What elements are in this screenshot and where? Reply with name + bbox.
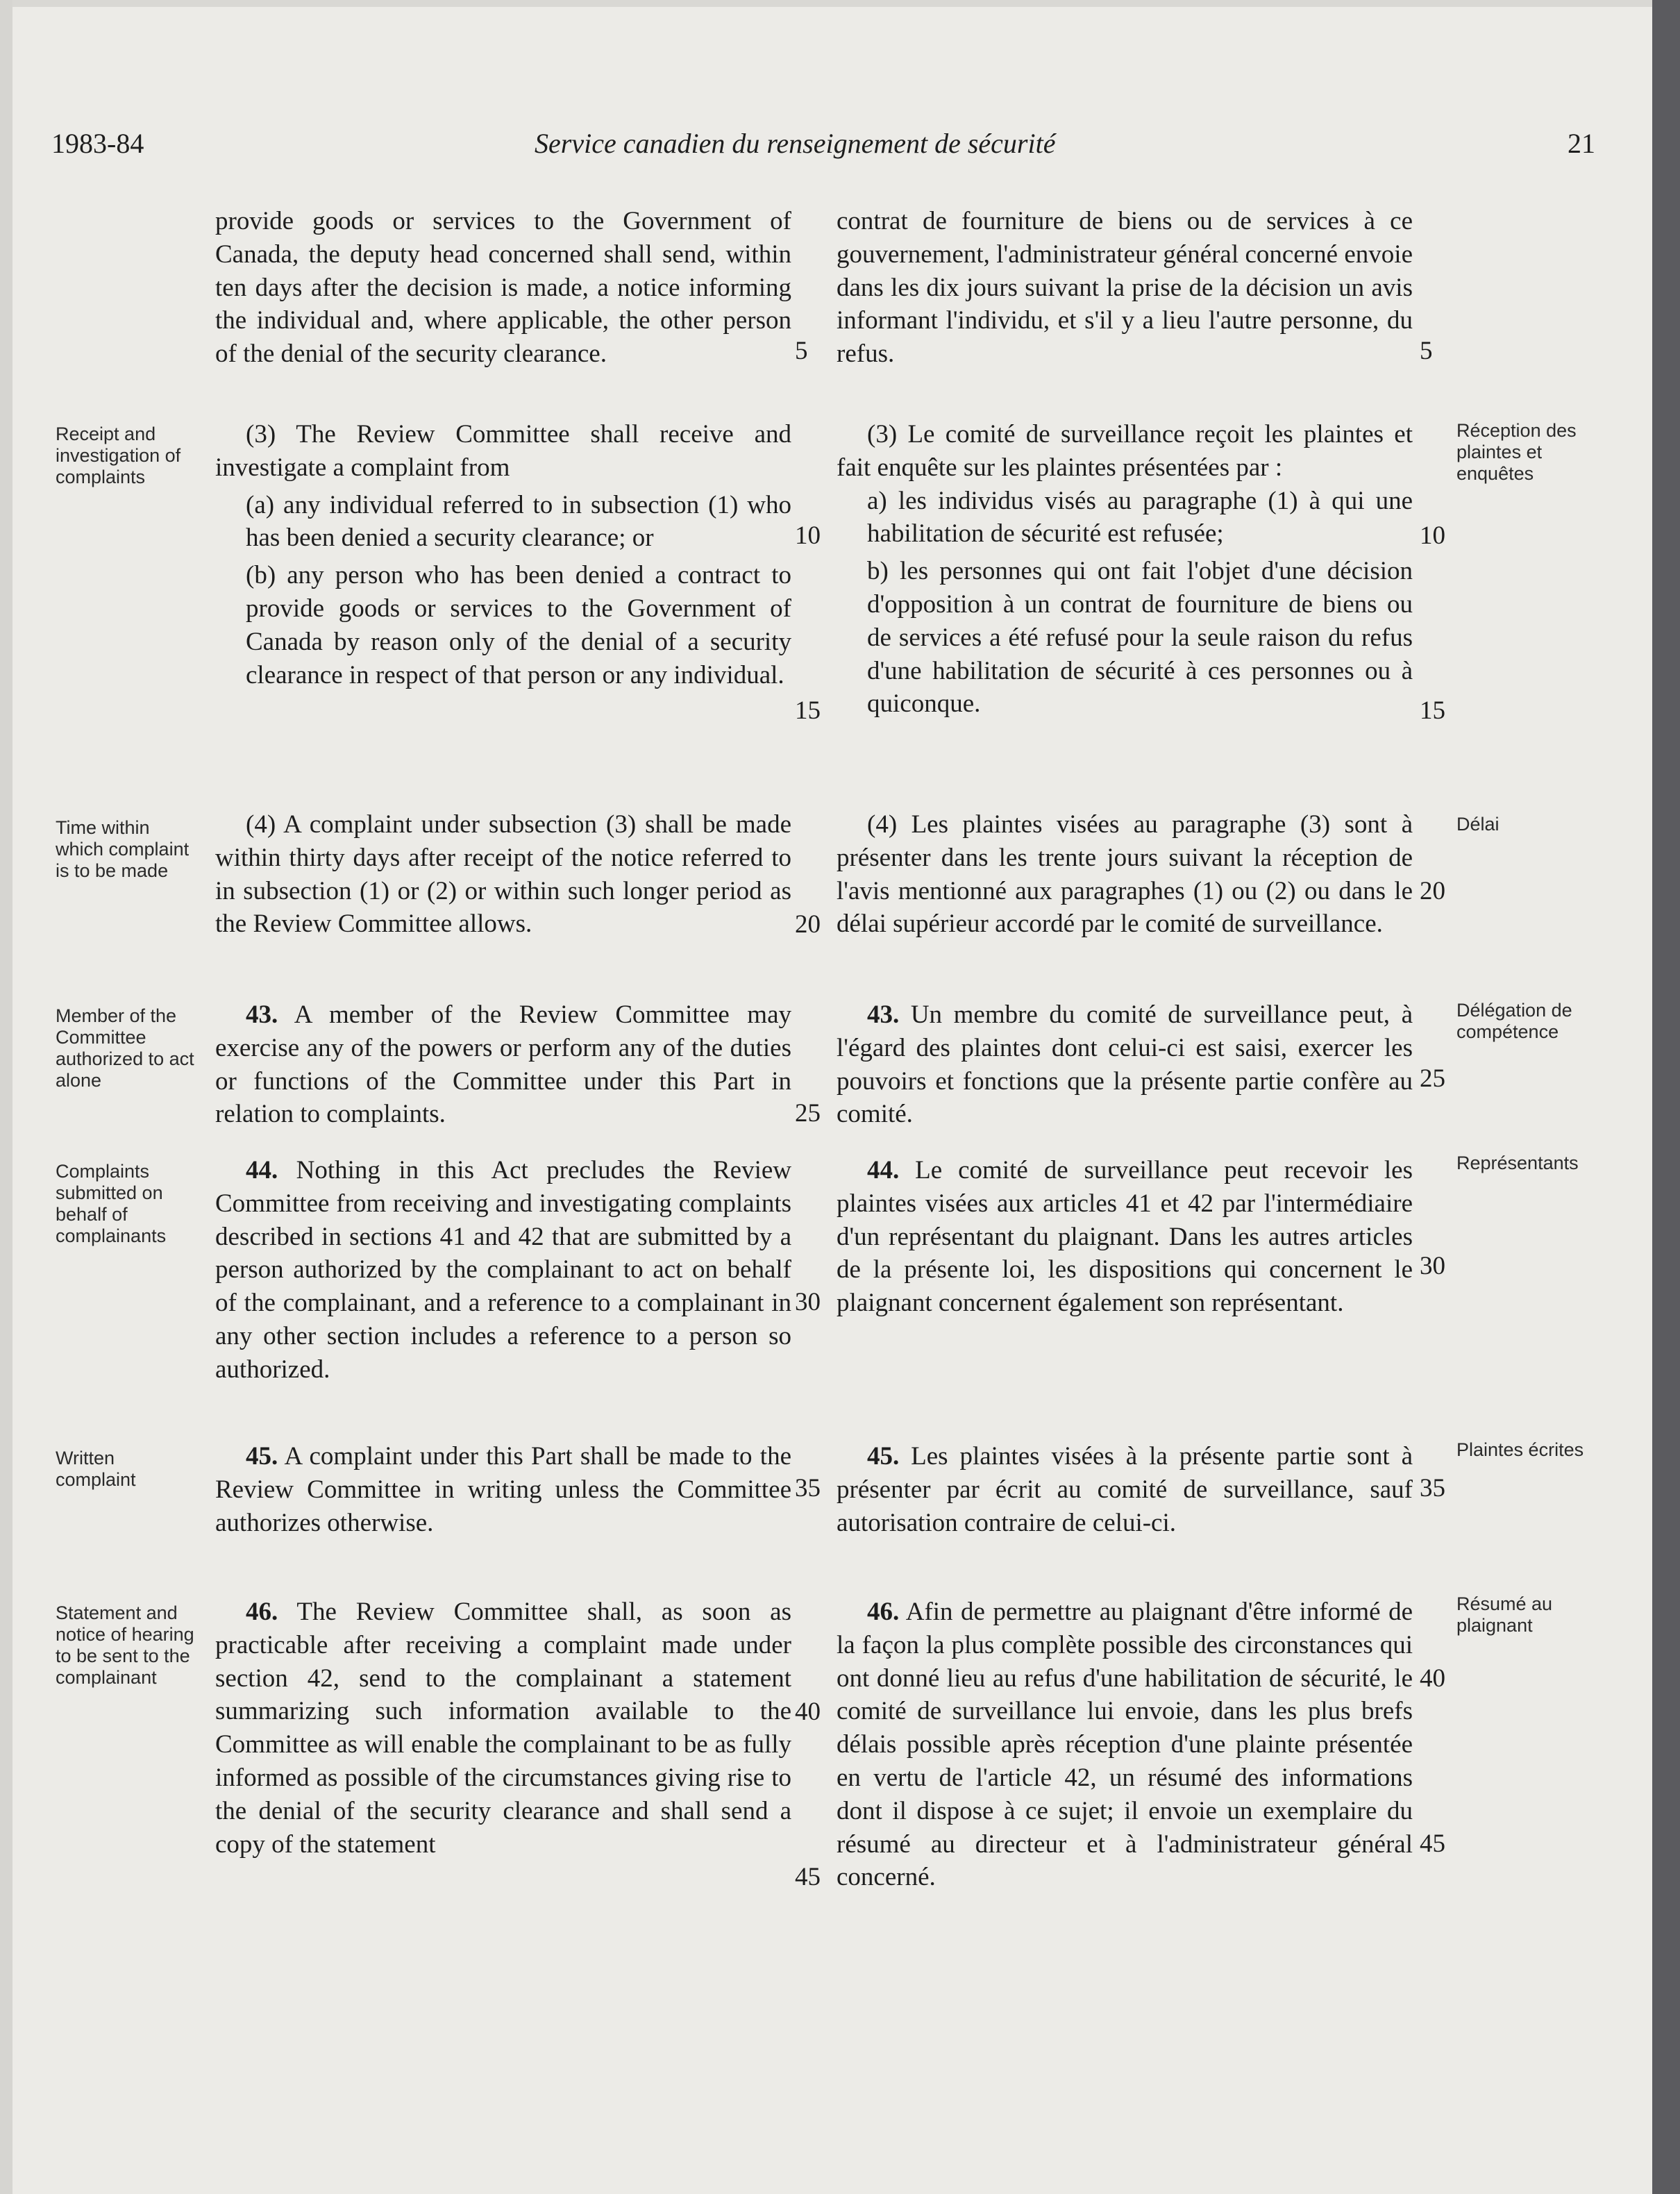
margin-note-fr: Plaintes écrites	[1456, 1439, 1584, 1460]
header-year: 1983-84	[51, 128, 144, 159]
margin-note-fr: Résumé au plaignant	[1456, 1593, 1553, 1636]
section-43-en	[215, 998, 791, 1131]
line-number-center: 20	[795, 910, 821, 939]
section-45-fr	[837, 1440, 1413, 1539]
line-number-right: 10	[1420, 521, 1445, 550]
paragraph-text: The Review Committee shall, as soon as practicable after receiving a complaint made under section 42, send to the complainant a statement summarizing such information available to the Committee as will enable the complainant to be as fully informed as possible of the circumstances giving rise to the denial of the security clearance and shall send a copy of the statement	[215, 1598, 791, 1859]
margin-note-en: Member of the Committee authorized to act alone	[56, 1005, 194, 1091]
line-number-center: 5	[795, 337, 808, 365]
line-number-right: 20	[1420, 877, 1445, 905]
margin-note-en: Statement and notice of hearing to be sent to the complainant	[56, 1602, 194, 1688]
line-number-center: 40	[795, 1698, 821, 1726]
line-number-right: 35	[1420, 1474, 1445, 1502]
paragraph-text: (3) The Review Committee shall receive and investigate a complaint from	[215, 420, 791, 482]
paragraph-text: Le comité de surveillance peut recevoir les plaintes visées aux articles 41 et 42 par l'intermédiaire d'un représentant du plaignant. Dans les autres articles de la présente loi, les dispositions qui concernent le plaignant concernent également son représentant.	[837, 1156, 1413, 1318]
line-number-center: 35	[795, 1474, 821, 1502]
section-number: 46.	[246, 1598, 278, 1626]
paragraph-text: (4) A complaint under subsection (3) shall be made within thirty days after receipt of the notice referred to in subsection (1) or (2) or within such longer period as the Review Committee allows.	[215, 810, 791, 939]
section-number: 45.	[867, 1442, 900, 1471]
page-number: 21	[1568, 128, 1595, 159]
section-46-fr	[837, 1596, 1413, 1894]
section-number: 44.	[246, 1156, 278, 1184]
intro-en-text: provide goods or services to the Government of Canada, the deputy head concerned shall send, within ten days after the decision is made, a notice informing the individual and, where applicable, the other person of the denial of the security clearance.	[215, 207, 791, 369]
section-number: 45.	[246, 1442, 278, 1471]
intro-fr	[837, 205, 1413, 371]
margin-note-fr: Délai	[1456, 814, 1500, 835]
paragraph-text: A member of the Review Committee may exercise any of the powers or perform any of the duties or functions of the Committee under this Part in relation to complaints.	[215, 1000, 791, 1129]
scan-edge-right	[1652, 0, 1680, 2194]
section-42-3-en	[215, 418, 791, 692]
subparagraph-a: (a) any individual referred to in subsection (1) who has been denied a security clearance; or	[246, 490, 791, 553]
section-43-fr	[837, 998, 1413, 1131]
line-number-center: 25	[795, 1099, 821, 1128]
section-number: 43.	[867, 1000, 900, 1029]
line-number-right: 30	[1420, 1252, 1445, 1280]
intro-fr-text: contrat de fourniture de biens ou de services à ce gouvernement, l'administrateur général concerné envoie dans les dix jours suivant la prise de la décision un avis informant l'individu, et s'il y a lieu l'autre personne, du refus.	[837, 207, 1413, 369]
line-number-center: 10	[795, 521, 821, 550]
paragraph-text: A complaint under this Part shall be made to the Review Committee in writing unless the Committee authorizes otherwise.	[215, 1442, 792, 1537]
line-number-center: 30	[795, 1288, 821, 1316]
running-title: Service canadien du renseignement de sécurité	[535, 128, 1056, 159]
section-42-3-fr	[837, 418, 1413, 721]
line-number-center: 45	[795, 1863, 821, 1891]
section-44-en	[215, 1154, 791, 1387]
line-number-right: 15	[1420, 696, 1445, 725]
scan-edge-top	[0, 0, 1680, 7]
margin-note-en: Receipt and investigation of complaints	[56, 424, 181, 487]
paragraph-text: Un membre du comité de surveillance peut, à l'égard des plaintes dont celui-ci est saisi, exercer les pouvoirs et fonctions que la présente partie confère au comité.	[837, 1000, 1413, 1129]
paragraph-text: Les plaintes visées à la présente partie sont à présenter par écrit au comité de surveillance, sauf autorisation contraire de celui-ci.	[837, 1442, 1413, 1537]
scan-edge-left	[0, 0, 12, 2194]
margin-note-en: Time within which complaint is to be made	[56, 817, 190, 881]
section-number: 43.	[246, 1000, 278, 1029]
paragraph-text: Afin de permettre au plaignant d'être informé de la façon la plus complète possible des circonstances qui ont donné lieu au refus d'une habilitation de sécurité, le comité de surveillance lui envoie, dans les plus brefs délais possible après réception d'une plainte présentée en vertu de l'article 42, un résumé des informations dont il dispose à ce sujet; il envoie un exemplaire du résumé au directeur et à l'administrateur général concerné.	[837, 1598, 1413, 1892]
paragraph-text: Nothing in this Act precludes the Review Committee from receiving and investigating complaints described in sections 41 and 42 that are submitted by a person authorized by the complainant to act on behalf of the complainant, and a reference to a complainant in any other section includes a reference to a person so authorized.	[215, 1156, 791, 1384]
margin-note-fr: Réception des plaintes et enquêtes	[1456, 420, 1577, 484]
section-46-en	[215, 1596, 791, 1861]
line-number-right: 45	[1420, 1829, 1445, 1858]
subparagraph-b: (b) any person who has been denied a contract to provide goods or services to the Government of Canada by reason only of the denial of a security clearance in respect of that person or any individual.	[246, 561, 791, 689]
line-number-center: 15	[795, 696, 821, 725]
margin-note-en: Written complaint	[56, 1448, 136, 1490]
margin-note-fr: Représentants	[1456, 1153, 1579, 1173]
paragraph-text: (3) Le comité de surveillance reçoit les plaintes et fait enquête sur les plaintes présentées par :	[837, 420, 1413, 482]
line-number-right: 40	[1420, 1664, 1445, 1693]
section-42-4-en	[215, 808, 791, 941]
subparagraph-b: b) les personnes qui ont fait l'objet d'une décision d'opposition à un contrat de fourniture de biens ou de services a été refusé pour la seule raison du refus d'une habilitation de sécurité à ces personnes ou à quiconque.	[867, 557, 1413, 719]
paragraph-text: (4) Les plaintes visées au paragraphe (3) sont à présenter dans les trente jours suivant la réception de l'avis mentionné aux paragraphes (1) ou (2) ou dans le délai supérieur accordé par le comité de surveillance.	[837, 810, 1413, 939]
section-number: 46.	[867, 1598, 900, 1626]
line-number-right: 5	[1420, 337, 1433, 365]
section-42-4-fr	[837, 808, 1413, 941]
section-45-en	[215, 1440, 791, 1539]
margin-note-en: Complaints submitted on behalf of complainants	[56, 1161, 167, 1246]
line-number-right: 25	[1420, 1064, 1445, 1093]
subparagraph-a: a) les individus visés au paragraphe (1) à qui une habilitation de sécurité est refusée;	[867, 486, 1413, 548]
section-number: 44.	[867, 1156, 900, 1184]
margin-note-fr: Délégation de compétence	[1456, 1000, 1572, 1042]
section-44-fr	[837, 1154, 1413, 1320]
intro-en	[215, 205, 791, 371]
